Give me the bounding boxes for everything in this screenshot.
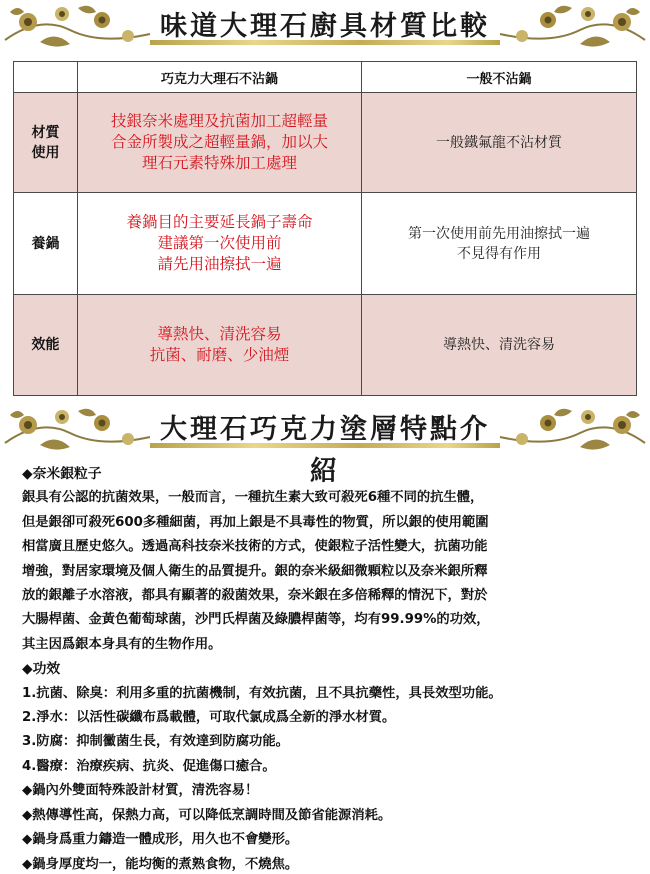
effect-item: 4.醫療：治療疾病、抗炎、促進傷口癒合。 [22, 758, 276, 774]
table-row-seasoning [14, 193, 637, 295]
table-row-performance [14, 295, 637, 396]
cell-seasoning-regular: 第一次使用前先用油擦拭一遍 不見得有作用 [362, 193, 637, 295]
feature-bullet: ◆鍋身爲重力鑄造一體成形，用久也不會變形。 [22, 832, 299, 848]
cell-seasoning-marble: 養鍋目的主要延長鍋子壽命 建議第一次使用前 請先用油擦拭一遍 [78, 193, 362, 295]
features-heading-title: 大理石巧克力塗層特點介紹 [160, 414, 490, 487]
table-header-blank [14, 62, 78, 93]
comparison-heading-banner [0, 0, 650, 54]
paragraph-line: 其主因爲銀本身具有的生物作用。 [22, 636, 222, 652]
cell-material-regular: 一般鐵氟龍不沾材質 [362, 93, 637, 193]
feature-bullet: ◆鍋內外雙面特殊設計材質，清洗容易！ [22, 783, 259, 799]
paragraph-line: 增強，對居家環境及個人衛生的品質提升。銀的奈米級細微顆粒以及奈米銀所釋 [22, 563, 488, 579]
table-header-regular-pan: 一般不沾鍋 [362, 62, 637, 93]
row-label-material: 材質 使用 [14, 93, 78, 193]
paragraph-line: 相當廣且歷史悠久。透過高科技奈米技術的方式，使銀粒子活性變大，抗菌功能 [22, 539, 488, 555]
effect-item: 1.抗菌、除臭：利用多重的抗菌機制，有效抗菌，且不具抗藥性，具長效型功能。 [22, 685, 502, 701]
feature-bullet: ◆鍋身厚度均一，能均衡的煮熟食物，不燒焦。 [22, 856, 299, 872]
row-label-seasoning: 養鍋 [14, 193, 78, 295]
comparison-heading-title: 味道大理石廚具材質比較 [160, 11, 490, 42]
cell-material-marble: 技銀奈米處理及抗菌加工超輕量 合金所製成之超輕量鍋，加以大 理石元素特殊加工處理 [78, 93, 362, 193]
paragraph-line: 放的銀離子水溶液，都具有顯著的殺菌效果，奈米銀在多倍稀釋的情況下，對於 [22, 588, 488, 604]
comparison-table [13, 61, 637, 396]
section-title-nano-silver: ◆奈米銀粒子 [22, 466, 102, 482]
paragraph-line: 銀具有公認的抗菌效果，一般而言，一種抗生素大致可殺死6種不同的抗生體， [22, 490, 484, 506]
paragraph-line: 但是銀卻可殺死600多種細菌，再加上銀是不具毒性的物質，所以銀的使用範圍 [22, 514, 489, 530]
section-title-effects: ◆功效 [22, 661, 61, 678]
paragraph-line: 大腸桿菌、金黃色葡萄球菌，沙門氏桿菌及綠膿桿菌等，均有99.99%的功效， [22, 612, 490, 628]
table-header-marble-pan: 巧克力大理石不沾鍋 [78, 62, 362, 93]
feature-bullet: ◆熱傳導性高，保熱力高，可以降低烹調時間及節省能源消耗。 [22, 807, 392, 823]
cell-performance-regular: 導熱快、清洗容易 [362, 295, 637, 396]
effect-item: 2.淨水：以活性碳纖布爲載體，可取代氯成爲全新的淨水材質。 [22, 710, 396, 726]
features-body [22, 462, 642, 874]
table-row-material [14, 93, 637, 193]
table-header-row [14, 62, 637, 93]
row-label-performance: 效能 [14, 295, 78, 396]
cell-performance-marble: 導熱快、清洗容易 抗菌、耐磨、少油煙 [78, 295, 362, 396]
effect-item: 3.防腐：抑制黴菌生長，有效達到防腐功能。 [22, 734, 289, 750]
